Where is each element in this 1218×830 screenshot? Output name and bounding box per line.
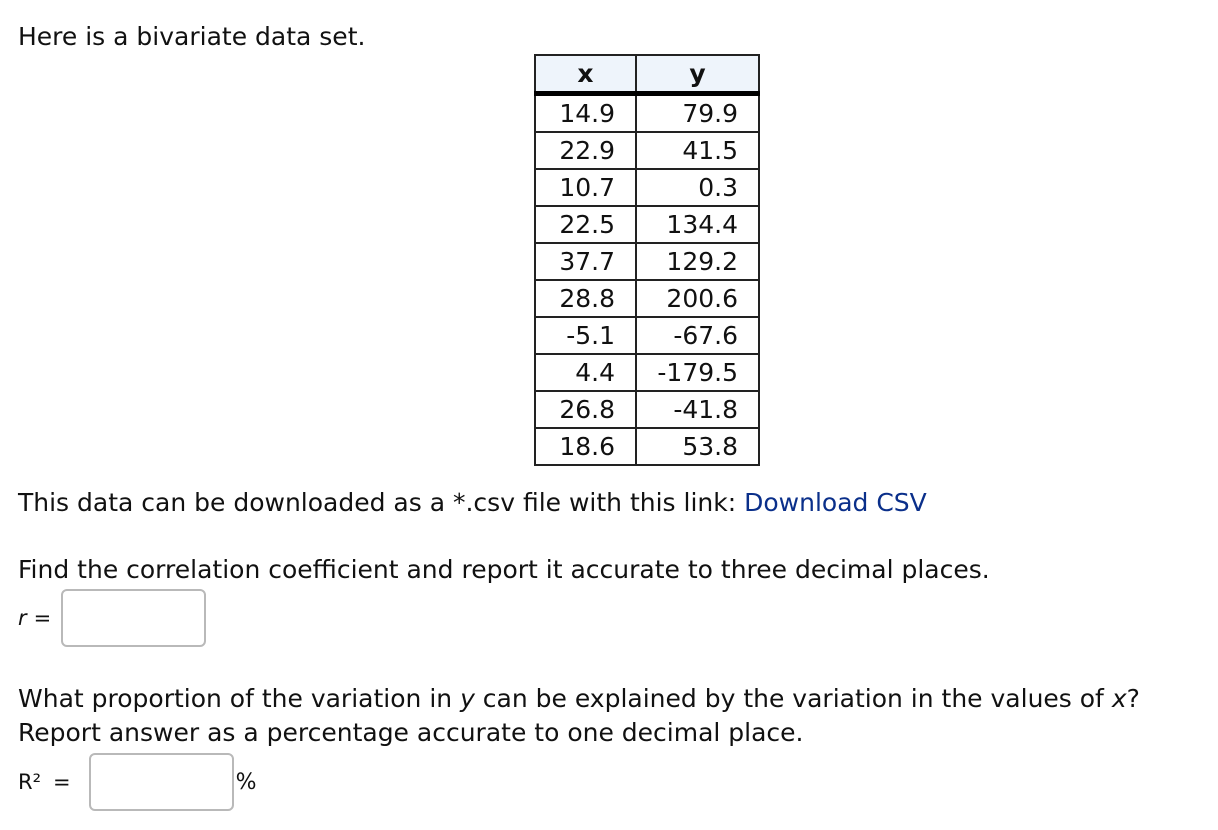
correlation-question: Find the correlation coefficient and report it accurate to three decimal places. [18, 555, 990, 584]
x-cell: 28.8 [535, 280, 636, 317]
y-cell: 79.9 [636, 94, 759, 133]
x-cell: 10.7 [535, 169, 636, 206]
x-cell: 26.8 [535, 391, 636, 428]
variable-x: x [1111, 684, 1127, 713]
x-cell: -5.1 [535, 317, 636, 354]
table-row [535, 132, 759, 169]
x-cell: 18.6 [535, 428, 636, 465]
table-header-row [535, 55, 759, 94]
r-equals-sign: = [33, 606, 52, 630]
r-answer-input[interactable] [61, 589, 206, 647]
y-cell: 0.3 [636, 169, 759, 206]
download-csv-link[interactable]: Download CSV [744, 488, 927, 517]
y-cell: 53.8 [636, 428, 759, 465]
r-squared-equals-sign: = [53, 770, 71, 794]
table-row [535, 354, 759, 391]
x-cell: 37.7 [535, 243, 636, 280]
table-row [535, 206, 759, 243]
variable-y: y [460, 684, 475, 713]
table-row [535, 280, 759, 317]
y-cell: 134.4 [636, 206, 759, 243]
question-text: What proportion of the variation in [18, 684, 461, 713]
y-cell: 129.2 [636, 243, 759, 280]
intro-text: Here is a bivariate data set. [18, 22, 366, 51]
bivariate-data-table [534, 54, 760, 466]
table-row [535, 391, 759, 428]
csv-download-line [18, 486, 927, 520]
r-squared-answer-input[interactable] [89, 753, 234, 811]
table-row [535, 317, 759, 354]
column-header-y: y [636, 55, 759, 94]
x-cell: 22.5 [535, 206, 636, 243]
r-squared-answer-row [18, 752, 257, 812]
y-cell: -41.8 [636, 391, 759, 428]
r-squared-question-line-1 [18, 682, 1140, 716]
x-cell: 22.9 [535, 132, 636, 169]
r-label: r [18, 606, 27, 630]
table-row [535, 428, 759, 465]
x-cell: 14.9 [535, 94, 636, 133]
r-squared-question-line-2: Report answer as a percentage accurate to one decimal place. [18, 718, 804, 747]
question-text: ? [1126, 684, 1140, 713]
table-row [535, 243, 759, 280]
r-answer-row [18, 588, 206, 648]
r-squared-label: R² [18, 770, 42, 794]
y-cell: 200.6 [636, 280, 759, 317]
column-header-x: x [535, 55, 636, 94]
r-squared-question [18, 682, 1140, 750]
x-cell: 4.4 [535, 354, 636, 391]
y-cell: 41.5 [636, 132, 759, 169]
question-text: can be explained by the variation in the values of [474, 684, 1112, 713]
percent-unit: % [235, 769, 257, 795]
table-row [535, 169, 759, 206]
table-row [535, 94, 759, 133]
y-cell: -179.5 [636, 354, 759, 391]
csv-download-text: This data can be downloaded as a *.csv file with this link: [18, 488, 745, 517]
y-cell: -67.6 [636, 317, 759, 354]
